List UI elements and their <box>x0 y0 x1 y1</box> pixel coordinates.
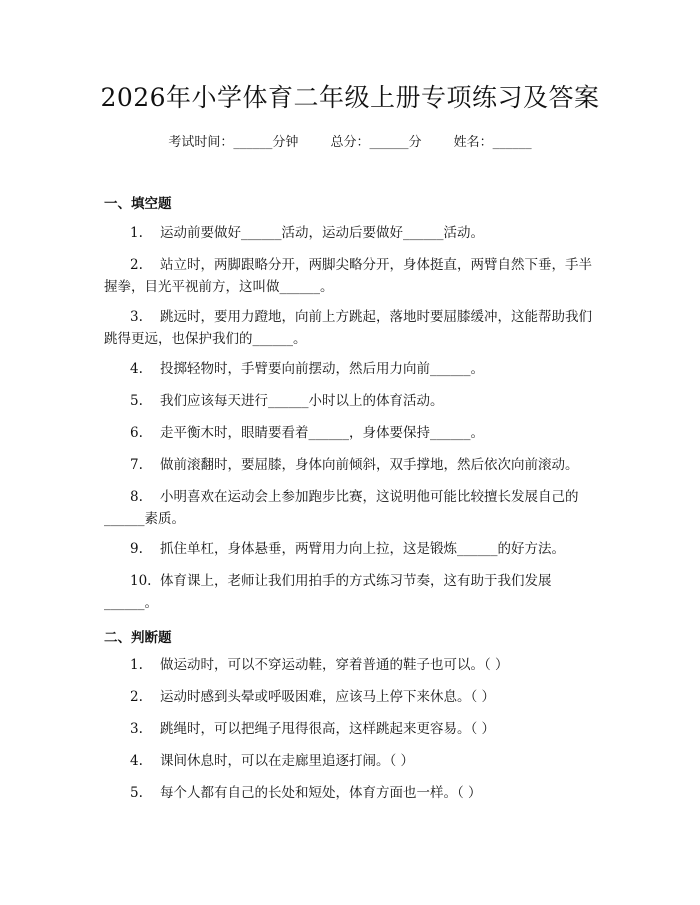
question-number: 3. <box>130 309 143 325</box>
question-number: 1. <box>130 657 143 673</box>
question-number: 3. <box>130 721 143 737</box>
question-text: 每个人都有自己的长处和短处，体育方面也一样。（ ） <box>160 785 482 801</box>
student-name: 姓名：______ <box>453 135 532 150</box>
question-text: 走平衡木时，眼睛要看着______，身体要保持______。 <box>160 425 484 441</box>
question-text: 做运动时，可以不穿运动鞋，穿着普通的鞋子也可以。（ ） <box>160 657 509 673</box>
question-item <box>104 390 602 412</box>
question-text: 小明喜欢在运动会上参加跑步比赛，这说明他可能比较擅长发展自己的______素质。 <box>104 489 579 527</box>
question-text: 我们应该每天进行______小时以上的体育活动。 <box>160 393 444 409</box>
question-number: 6. <box>130 425 143 441</box>
question-item <box>104 222 602 244</box>
question-item <box>104 306 602 350</box>
question-item <box>104 254 602 298</box>
question-item <box>104 454 602 476</box>
section-heading-true-false: 二、判断题 <box>104 630 172 646</box>
question-number: 7. <box>130 457 143 473</box>
question-text: 抓住单杠，身体悬垂，两臂用力向上拉，这是锻炼______的好方法。 <box>160 541 565 557</box>
question-number: 2. <box>130 257 143 273</box>
exam-info-line <box>0 131 700 150</box>
page-title: 2026年小学体育二年级上册专项练习及答案 <box>100 83 600 112</box>
question-text: 做前滚翻时，要屈膝，身体向前倾斜，双手撑地，然后依次向前滚动。 <box>160 457 579 473</box>
question-item <box>104 422 602 444</box>
question-item <box>104 782 602 804</box>
question-text: 站立时，两脚跟略分开，两脚尖略分开，身体挺直，两臂自然下垂，手半握拳，目光平视前方，这叫做______。 <box>104 257 592 295</box>
section-heading-fill-in: 一、填空题 <box>104 196 172 212</box>
question-number: 5. <box>130 393 143 409</box>
total-score: 总分：______分 <box>330 135 422 150</box>
question-text: 课间休息时，可以在走廊里追逐打闹。（ ） <box>160 753 415 769</box>
question-number: 9. <box>130 541 143 557</box>
question-item <box>104 538 602 560</box>
question-number: 2. <box>130 689 143 705</box>
question-text: 跳远时，要用力蹬地，向前上方跳起，落地时要屈膝缓冲，这能帮助我们跳得更远，也保护我们的______。 <box>104 309 592 347</box>
question-number: 1. <box>130 225 143 241</box>
question-item <box>104 718 602 740</box>
question-item <box>104 570 602 614</box>
question-number: 5. <box>130 785 143 801</box>
question-text: 投掷轻物时，手臂要向前摆动，然后用力向前______。 <box>160 361 484 377</box>
question-number: 10. <box>130 573 152 589</box>
question-number: 4. <box>130 361 143 377</box>
question-number: 8. <box>130 489 143 505</box>
question-text: 体育课上，老师让我们用拍手的方式练习节奏，这有助于我们发展______。 <box>104 573 552 611</box>
question-text: 跳绳时，可以把绳子甩得很高，这样跳起来更容易。（ ） <box>160 721 496 737</box>
question-item <box>104 686 602 708</box>
question-text: 运动前要做好______活动，运动后要做好______活动。 <box>160 225 484 241</box>
question-item <box>104 750 602 772</box>
question-item <box>104 486 602 530</box>
question-item <box>104 358 602 380</box>
exam-time: 考试时间：______分钟 <box>168 135 299 150</box>
question-text: 运动时感到头晕或呼吸困难，应该马上停下来休息。（ ） <box>160 689 496 705</box>
question-number: 4. <box>130 753 143 769</box>
question-item <box>104 654 602 676</box>
